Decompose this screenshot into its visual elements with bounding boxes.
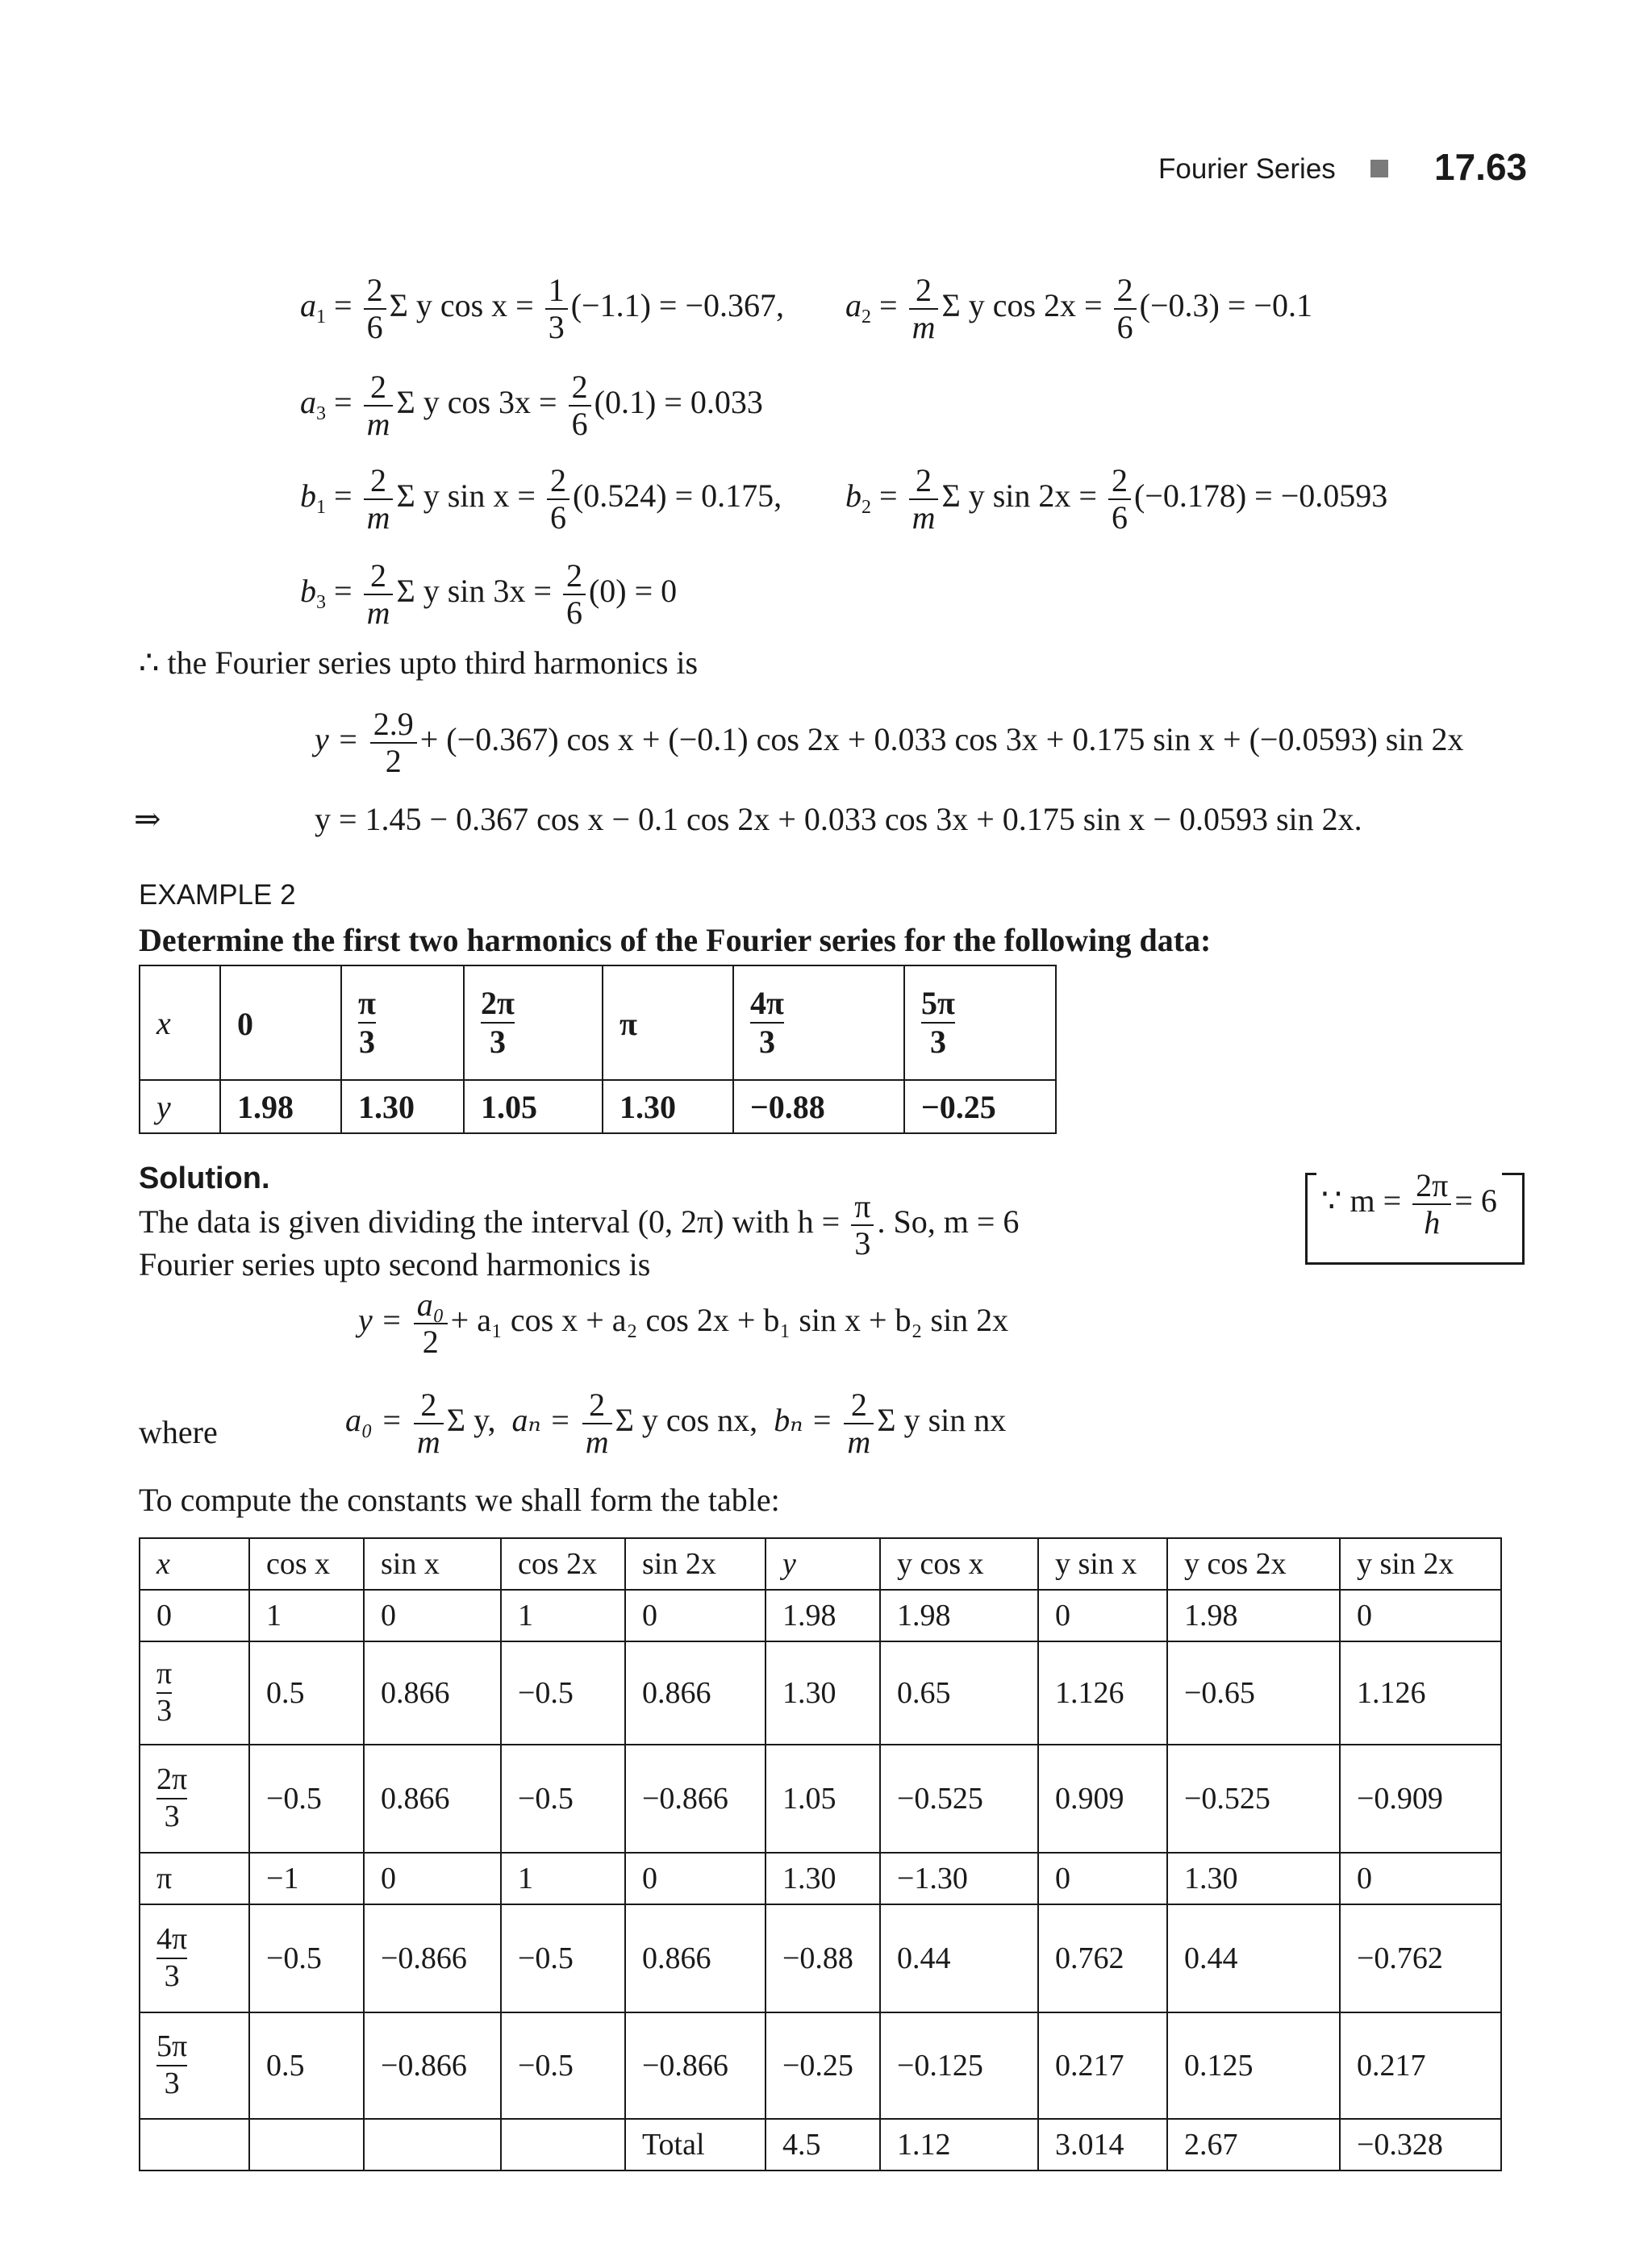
calc-cell: −0.25 bbox=[766, 2012, 880, 2119]
calc-cell: 1 bbox=[249, 1590, 364, 1641]
calc-cell: 0.762 bbox=[1038, 1904, 1167, 2012]
calc-cell: −0.866 bbox=[364, 2012, 501, 2119]
data-table-y-cell: −0.88 bbox=[733, 1080, 904, 1133]
data-table-x-cell: $\frac{2\pi}{3}$ bbox=[464, 965, 603, 1080]
example-label: EXAMPLE 2 bbox=[139, 879, 296, 911]
calc-total-cell: −0.328 bbox=[1340, 2119, 1501, 2171]
data-table-y-cell: 1.30 bbox=[341, 1080, 464, 1133]
calc-cell: 0.44 bbox=[880, 1904, 1038, 2012]
page-number: 17.63 bbox=[1434, 146, 1528, 188]
calc-x-cell: π bbox=[140, 1853, 249, 1904]
calc-cell: 0 bbox=[625, 1590, 766, 1641]
calc-table-row bbox=[140, 1641, 1501, 1745]
calc-x-cell: $\frac{5\pi}{3}$ bbox=[140, 2012, 249, 2119]
data-table-x-cell: $\frac{5\pi}{3}$ bbox=[904, 965, 1056, 1080]
data-table-x-cell: 0 bbox=[220, 965, 341, 1080]
calc-cell: 1.98 bbox=[766, 1590, 880, 1641]
calc-cell: 1.30 bbox=[766, 1641, 880, 1745]
calc-total-label: Total bbox=[625, 2119, 766, 2171]
side-note: ∵ m = $\frac{2\pi}{h}$ = 6 bbox=[1316, 1168, 1502, 1241]
calc-total-cell bbox=[249, 2119, 364, 2171]
solution-label: Solution. bbox=[139, 1161, 270, 1195]
calc-table-row bbox=[140, 1853, 1501, 1904]
calc-table-header-row bbox=[140, 1538, 1501, 1590]
data-table-y-cell: 1.30 bbox=[603, 1080, 733, 1133]
eq-fraction: $\frac{1}{3}$ bbox=[545, 273, 568, 345]
calc-cell: −0.762 bbox=[1340, 1904, 1501, 2012]
eq-lhs-sub: 1 bbox=[316, 306, 326, 328]
calc-cell: −0.125 bbox=[880, 2012, 1038, 2119]
calc-cell: 0.866 bbox=[625, 1904, 766, 2012]
equation-a2: $a_2$ = $\frac{2}{m}$ Σ y cos 2x = $\frac{2}{6}$ (−0.3) = −0.1 bbox=[845, 272, 1312, 345]
calc-header: x bbox=[140, 1538, 249, 1590]
data-table-x-row bbox=[140, 965, 1056, 1080]
h-fraction: $\frac{\pi}{3}$ bbox=[851, 1189, 874, 1261]
data-table-x-cell: $\frac{\pi}{3}$ bbox=[341, 965, 464, 1080]
calc-header: cos 2x bbox=[501, 1538, 625, 1590]
calc-cell: 0.217 bbox=[1340, 2012, 1501, 2119]
calc-x-cell: $\frac{2\pi}{3}$ bbox=[140, 1745, 249, 1853]
series-equation-2: y = 1.45 − 0.367 cos x − 0.1 cos 2x + 0.033 cos 3x + 0.175 sin x − 0.0593 sin 2x. bbox=[315, 801, 1362, 837]
calc-cell: −0.525 bbox=[1167, 1745, 1340, 1853]
calc-table-row bbox=[140, 2012, 1501, 2119]
calc-cell: −0.5 bbox=[501, 1904, 625, 2012]
calc-cell: −0.5 bbox=[249, 1745, 364, 1853]
calc-cell: 1.126 bbox=[1038, 1641, 1167, 1745]
calc-cell: −0.5 bbox=[501, 1745, 625, 1853]
calc-cell: −1 bbox=[249, 1853, 364, 1904]
calc-x-cell: 0 bbox=[140, 1590, 249, 1641]
calc-total-cell bbox=[364, 2119, 501, 2171]
calc-cell: 0.5 bbox=[249, 2012, 364, 2119]
calc-header: y cos 2x bbox=[1167, 1538, 1340, 1590]
calc-cell: −0.65 bbox=[1167, 1641, 1340, 1745]
calc-header: sin x bbox=[364, 1538, 501, 1590]
data-table-x-cell: $\frac{4\pi}{3}$ bbox=[733, 965, 904, 1080]
data-table bbox=[139, 965, 1057, 1134]
calc-total-cell: 3.014 bbox=[1038, 2119, 1167, 2171]
calc-cell: 0 bbox=[1038, 1853, 1167, 1904]
compute-line: To compute the constants we shall form the table: bbox=[139, 1482, 780, 1518]
header-square-icon bbox=[1370, 160, 1388, 177]
calc-total-cell: 4.5 bbox=[766, 2119, 880, 2171]
calc-cell: 0 bbox=[1038, 1590, 1167, 1641]
calc-table-row bbox=[140, 1590, 1501, 1641]
calc-x-cell: $\frac{\pi}{3}$ bbox=[140, 1641, 249, 1745]
equation-b1: $b_1$ = $\frac{2}{m}$ Σ y sin x = $\frac{2}{6}$ (0.524) = 0.175, bbox=[300, 462, 782, 536]
calc-table bbox=[139, 1537, 1502, 2171]
calc-cell: 0 bbox=[364, 1853, 501, 1904]
example-question: Determine the first two harmonics of the Fourier series for the following data: bbox=[139, 922, 1212, 958]
calc-cell: −0.866 bbox=[625, 2012, 766, 2119]
data-table-x-label: x bbox=[140, 965, 220, 1080]
calc-cell: 0.44 bbox=[1167, 1904, 1340, 2012]
solution-line-2: Fourier series upto second harmonics is bbox=[139, 1246, 651, 1282]
calc-cell: −0.88 bbox=[766, 1904, 880, 2012]
calc-cell: 0 bbox=[1340, 1590, 1501, 1641]
calc-cell: 0.65 bbox=[880, 1641, 1038, 1745]
solution-line-1: The data is given dividing the interval (0, 2π) with h = $\frac{\pi}{3}$ . So, m = 6 bbox=[139, 1188, 1020, 1261]
calc-cell: −0.909 bbox=[1340, 1745, 1501, 1853]
therefore-line: ∴ the Fourier series upto third harmonics is bbox=[139, 644, 699, 681]
calc-header: y sin x bbox=[1038, 1538, 1167, 1590]
calc-cell: 0 bbox=[625, 1853, 766, 1904]
equation-b3: $b_3$ = $\frac{2}{m}$ Σ y sin 3x = $\frac{2}{6}$ (0) = 0 bbox=[300, 557, 678, 631]
calc-cell: −0.5 bbox=[501, 1641, 625, 1745]
calc-table-total-row bbox=[140, 2119, 1501, 2171]
calc-cell: −0.866 bbox=[625, 1745, 766, 1853]
data-table-y-cell: 1.98 bbox=[220, 1080, 341, 1133]
calc-cell: −0.525 bbox=[880, 1745, 1038, 1853]
calc-total-cell: 2.67 bbox=[1167, 2119, 1340, 2171]
calc-cell: 1.30 bbox=[1167, 1853, 1340, 1904]
calc-cell: 0.5 bbox=[249, 1641, 364, 1745]
calc-cell: 0.866 bbox=[364, 1745, 501, 1853]
data-table-x-cell: π bbox=[603, 965, 733, 1080]
calc-cell: 0 bbox=[1340, 1853, 1501, 1904]
calc-header: cos x bbox=[249, 1538, 364, 1590]
eq-mid: Σ y cos x = bbox=[389, 287, 534, 324]
calc-cell: 1.05 bbox=[766, 1745, 880, 1853]
where-label: where bbox=[139, 1414, 218, 1450]
calc-cell: −1.30 bbox=[880, 1853, 1038, 1904]
calc-total-cell: 1.12 bbox=[880, 2119, 1038, 2171]
calc-cell: 1.98 bbox=[1167, 1590, 1340, 1641]
calc-cell: 1.98 bbox=[880, 1590, 1038, 1641]
calc-header: sin 2x bbox=[625, 1538, 766, 1590]
series-equation-1: y = $\frac{2.9}{2}$ + (−0.367) cos x + (−0.1) cos 2x + 0.033 cos 3x + 0.175 sin x + (−0.0593) sin 2x bbox=[315, 706, 1464, 779]
calc-cell: −0.5 bbox=[501, 2012, 625, 2119]
data-table-y-cell: −0.25 bbox=[904, 1080, 1056, 1133]
eq-lhs: a bbox=[300, 287, 316, 324]
implies-arrow: ⇒ bbox=[134, 801, 161, 837]
data-table-y-row bbox=[140, 1080, 1056, 1133]
calc-cell: 0.866 bbox=[625, 1641, 766, 1745]
calc-cell: 1 bbox=[501, 1853, 625, 1904]
calc-total-cell bbox=[140, 2119, 249, 2171]
calc-cell: 0.866 bbox=[364, 1641, 501, 1745]
calc-cell: 0.217 bbox=[1038, 2012, 1167, 2119]
data-table-y-label: y bbox=[140, 1080, 220, 1133]
calc-cell: 0.125 bbox=[1167, 2012, 1340, 2119]
equation-b2: $b_2$ = $\frac{2}{m}$ Σ y sin 2x = $\frac{2}{6}$ (−0.178) = −0.0593 bbox=[845, 462, 1388, 536]
calc-cell: −0.866 bbox=[364, 1904, 501, 2012]
calc-cell: 0 bbox=[364, 1590, 501, 1641]
calc-total-cell bbox=[501, 2119, 625, 2171]
calc-cell: 1.126 bbox=[1340, 1641, 1501, 1745]
where-equations: a₀ = $\frac{2}{m}$ Σ y, aₙ = $\frac{2}{m}$ Σ y cos nx, bₙ = $\frac{2}{m}$ Σ y sin nx bbox=[345, 1387, 1007, 1460]
equation-a3: $a_3$ = $\frac{2}{m}$ Σ y cos 3x = $\frac{2}{6}$ (0.1) = 0.033 bbox=[300, 369, 763, 442]
series-equation-3: y = $\frac{\text{a₀}}{2}$ + a₁ cos x + a₂ cos 2x + b₁ sin x + b₂ sin 2x bbox=[358, 1286, 1009, 1360]
calc-header: y sin 2x bbox=[1340, 1538, 1501, 1590]
calc-cell: 1.30 bbox=[766, 1853, 880, 1904]
calc-table-row bbox=[140, 1745, 1501, 1853]
running-header-section: Fourier Series bbox=[1158, 153, 1336, 185]
calc-cell: 1 bbox=[501, 1590, 625, 1641]
calc-cell: 0.909 bbox=[1038, 1745, 1167, 1853]
calc-header: y cos x bbox=[880, 1538, 1038, 1590]
calc-table-row bbox=[140, 1904, 1501, 2012]
calc-header: y bbox=[766, 1538, 880, 1590]
eq-rhs: (−1.1) = −0.367, bbox=[570, 287, 785, 324]
calc-x-cell: $\frac{4\pi}{3}$ bbox=[140, 1904, 249, 2012]
equation-a1: $a_1$ = $\frac{2}{6}$ Σ y cos x = $\frac{1}{3}$ (−1.1) = −0.367, bbox=[300, 272, 785, 345]
eq-fraction: $\frac{2}{6}$ bbox=[364, 273, 386, 345]
calc-cell: −0.5 bbox=[249, 1904, 364, 2012]
data-table-y-cell: 1.05 bbox=[464, 1080, 603, 1133]
